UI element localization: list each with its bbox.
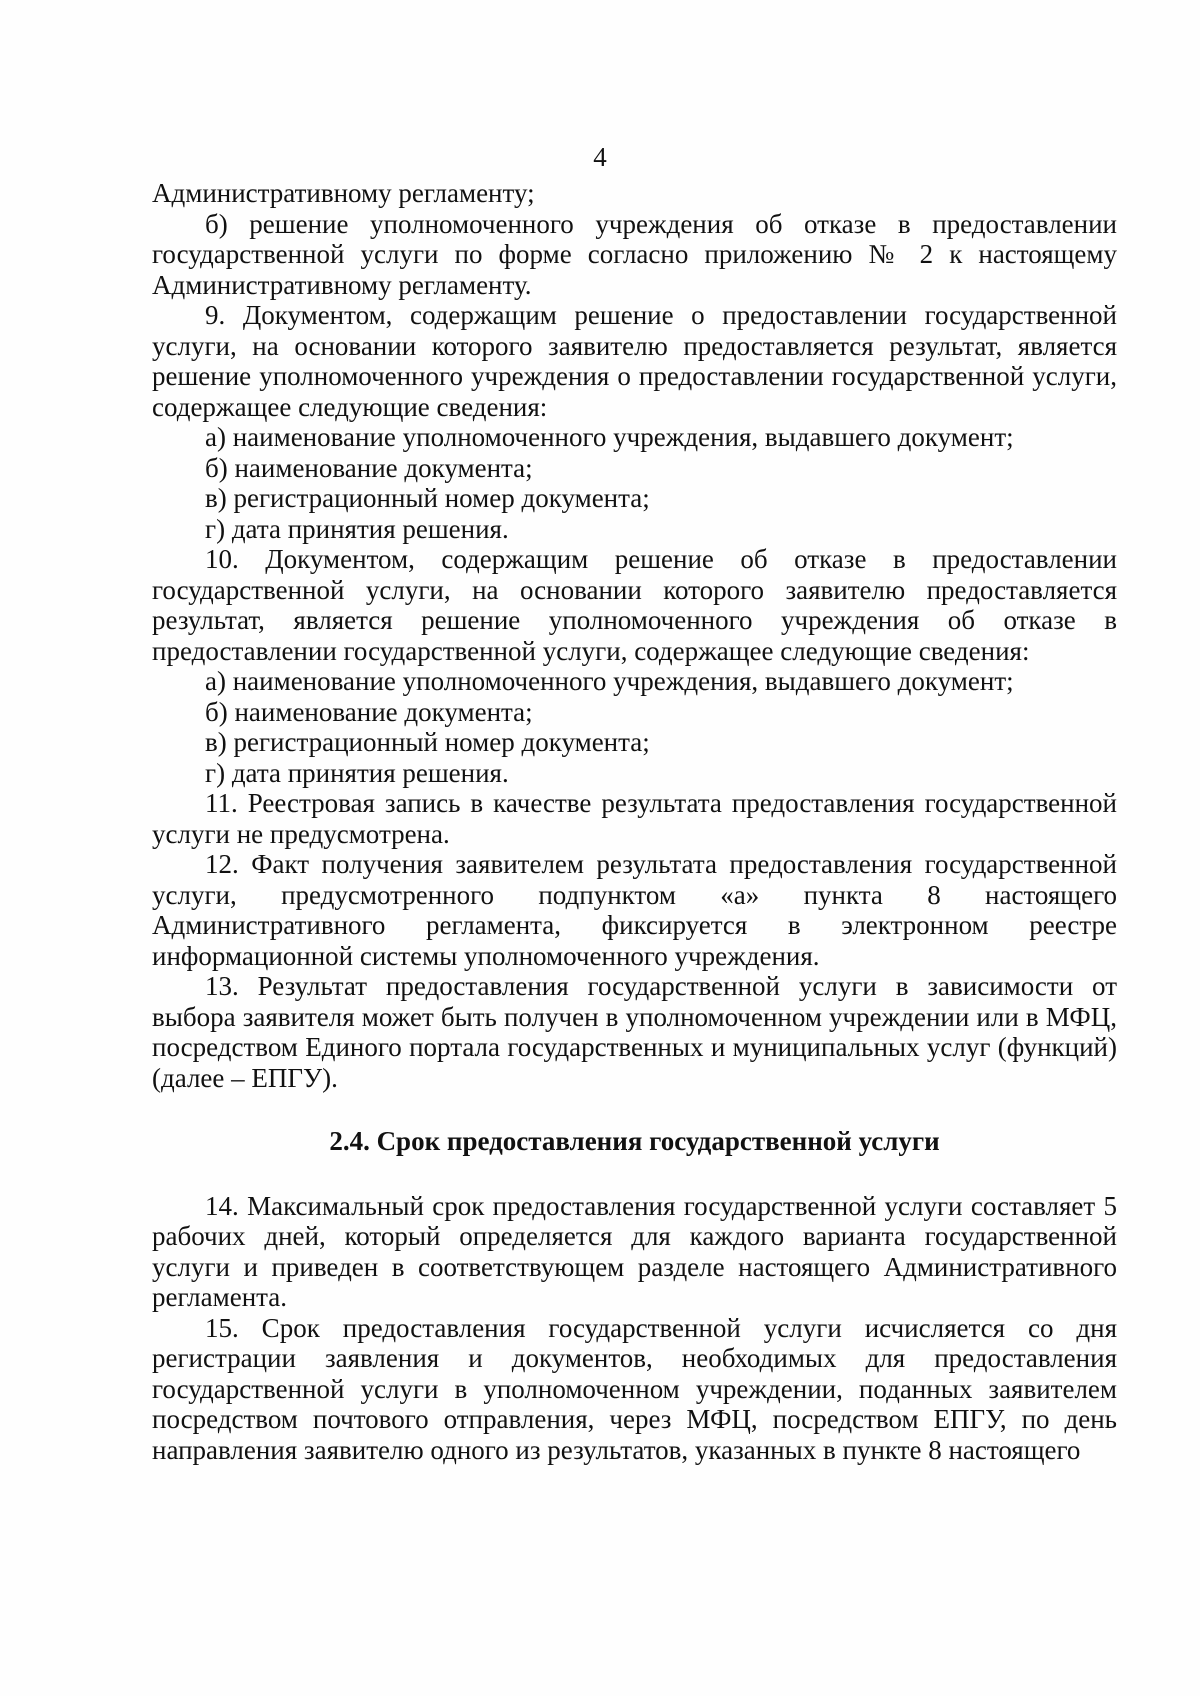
list-item-b: б) наименование документа; bbox=[205, 696, 533, 727]
list-item-g: г) дата принятия решения. bbox=[205, 757, 509, 788]
list-item-b: б) наименование документа; bbox=[205, 452, 533, 483]
document-body bbox=[152, 178, 1117, 1465]
list-item-v: в) регистрационный номер документа; bbox=[205, 483, 650, 513]
section-heading: 2.4. Срок предоставления государственной услуги bbox=[329, 1126, 940, 1156]
list-item-g: г) дата принятия решения. bbox=[205, 513, 509, 544]
list-item-a: а) наименование уполномоченного учреждения, выдавшего документ; bbox=[205, 666, 1014, 696]
paragraph-14: 14. Максимальный срок предоставления государственной услуги составляет 5 рабочих дней, который определяется для каждого варианта государственной услуги и приведен в соответствующем разделе настоящего Административного регламента. bbox=[152, 1190, 1117, 1312]
paragraph-15: 15. Срок предоставления государственной услуги исчисляется со дня регистрации заявления и документов, необходимых для предоставления государственной услуги в уполномоченном учреждении, поданных заявителем посредством почтового отправления, через МФЦ, посредством ЕПГУ, по день направления заявителю одного из результатов, указанных в пункте 8 настоящего bbox=[152, 1312, 1117, 1465]
paragraph-item-b-refusal: б) решение уполномоченного учреждения об отказе в предоставлении государственной услуги по форме согласно приложению № 2 к настоящему Административному регламенту. bbox=[152, 208, 1117, 300]
paragraph-9: 9. Документом, содержащим решение о предоставлении государственной услуги, на основании которого заявителю предоставляется результат, является решение уполномоченного учреждения о предоставлении государственной услуги, содержащее следующие сведения: bbox=[152, 300, 1117, 422]
list-item-a: а) наименование уполномоченного учреждения, выдавшего документ; bbox=[205, 422, 1014, 452]
paragraph-13: 13. Результат предоставления государственной услуги в зависимости от выбора заявителя может быть получен в уполномоченном учреждении или в МФЦ, посредством Единого портала государственных и муниципальных услуг (функций) (далее – ЕПГУ). bbox=[152, 971, 1117, 1093]
paragraph-10: 10. Документом, содержащим решение об отказе в предоставлении государственной услуги, на основании которого заявителю предоставляется результат, является решение уполномоченного учреждения об отказе в предоставлении государственной услуги, содержащее следующие сведения: bbox=[152, 544, 1117, 666]
page-number: 4 bbox=[593, 142, 607, 172]
list-item-v: в) регистрационный номер документа; bbox=[205, 727, 650, 757]
paragraph-11: 11. Реестровая запись в качестве результата предоставления государственной услуги не предусмотрена. bbox=[152, 788, 1117, 849]
paragraph-continuation: Административному регламенту; bbox=[152, 178, 535, 208]
paragraph-12: 12. Факт получения заявителем результата предоставления государственной услуги, предусмотренного подпунктом «а» пункта 8 настоящего Административного регламента, фиксируется в электронном реестре информационной системы уполномоченного учреждения. bbox=[152, 849, 1117, 971]
